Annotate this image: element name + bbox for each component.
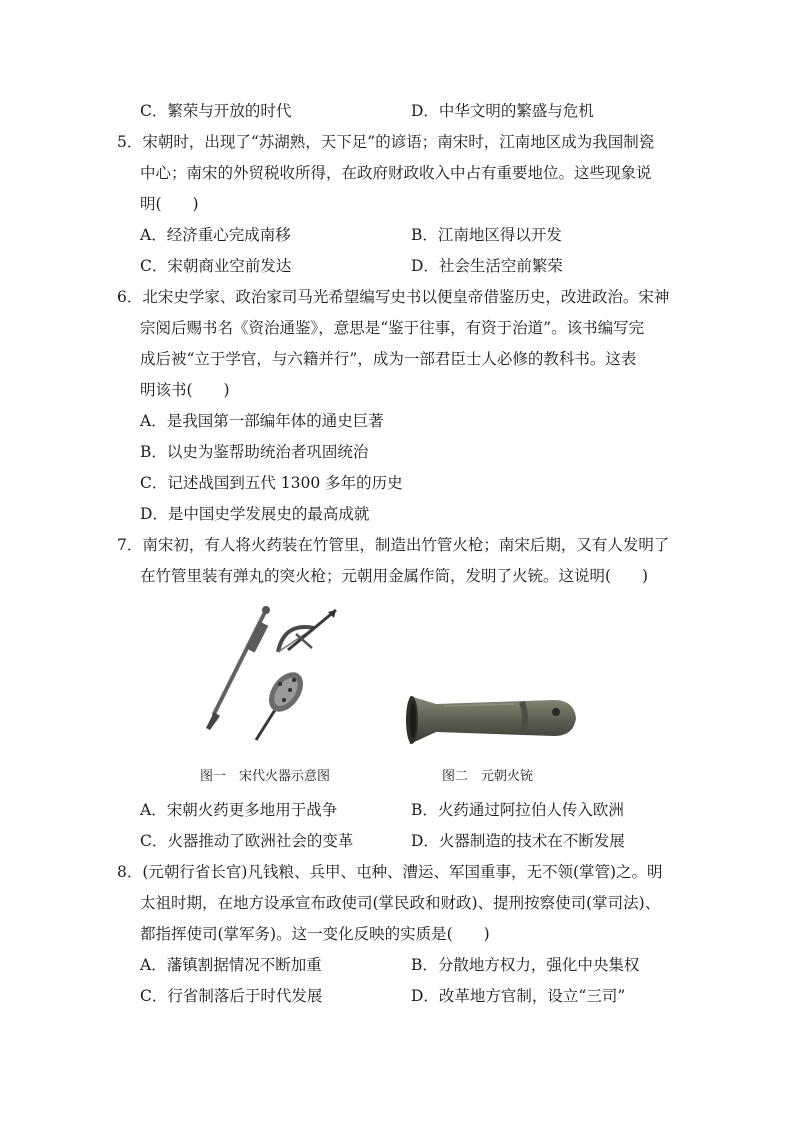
q6-option-d[interactable]: D．是中国史学发展史的最高成就 xyxy=(140,505,370,523)
q5-stem-line3: 明( ) xyxy=(140,195,199,213)
spiked-club-icon xyxy=(256,666,310,740)
q5-option-d[interactable]: D．社会生活空前繁荣 xyxy=(411,257,563,275)
hand-cannon-icon xyxy=(406,696,576,744)
q6-option-c[interactable]: C．记述战国到五代 1300 多年的历史 xyxy=(140,474,403,492)
q5-option-c[interactable]: C．宋朝商业空前发达 xyxy=(140,257,292,275)
q8-option-b[interactable]: B．分散地方权力，强化中央集权 xyxy=(411,956,640,974)
crossbow-icon xyxy=(278,610,336,652)
q7-stem-line1: 7．南宋初，有人将火药装在竹管里，制造出竹管火枪；南宋后期，又有人发明了 xyxy=(117,536,670,554)
q4-option-c[interactable]: C．繁荣与开放的时代 xyxy=(140,102,292,120)
q7-stem-line2: 在竹管里装有弹丸的突火枪；元朝用金属作筒，发明了火铳。这说明( ) xyxy=(140,567,649,585)
figure1-caption: 图一 宋代火器示意图 xyxy=(200,769,331,784)
q8-stem-line1: 8．(元朝行省长官)凡钱粮、兵甲、屯种、漕运、军国重事，无不领(掌管)之。明 xyxy=(117,863,663,881)
song-firearms-illustration xyxy=(196,604,356,754)
figure2-caption: 图二 元朝火铳 xyxy=(442,769,534,784)
q8-option-c[interactable]: C．行省制落后于时代发展 xyxy=(140,987,323,1005)
q5-stem-line2: 中心；南宋的外贸税收所得，在政府财政收入中占有重要地位。这些现象说 xyxy=(140,164,652,182)
q6-option-b[interactable]: B．以史为鉴帮助统治者巩固统治 xyxy=(140,443,369,461)
q4-option-d[interactable]: D．中华文明的繁盛与危机 xyxy=(411,102,594,120)
q8-option-a[interactable]: A．藩镇割据情况不断加重 xyxy=(140,956,322,974)
q8-stem-line2: 太祖时期，在地方设承宣布政使司(掌民政和财政)、提刑按察使司(掌司法)、 xyxy=(140,894,661,912)
q6-stem-line4: 明该书( ) xyxy=(140,381,230,399)
q7-option-b[interactable]: B．火药通过阿拉伯人传入欧洲 xyxy=(411,801,624,819)
q8-option-d[interactable]: D．改革地方官制，设立“三司” xyxy=(411,987,626,1005)
q6-stem-line1: 6．北宋史学家、政治家司马光希望编写史书以便皇帝借鉴历史，改进政治。宋神 xyxy=(117,288,670,306)
q6-stem-line3: 成后被“立于学官，与六籍并行”，成为一部君臣士人必修的教科书。这表 xyxy=(140,350,637,368)
yuan-hand-cannon-illustration xyxy=(404,684,584,754)
fire-lance-icon xyxy=(206,606,270,730)
q5-option-b[interactable]: B．江南地区得以开发 xyxy=(411,226,562,244)
q8-stem-line3: 都指挥使司(掌军务)。这一变化反映的实质是( ) xyxy=(140,925,490,943)
q7-option-a[interactable]: A．宋朝火药更多地用于战争 xyxy=(140,801,338,819)
q5-stem-line1: 5．宋朝时，出现了“苏湖熟，天下足”的谚语；南宋时，江南地区成为我国制瓷 xyxy=(117,133,655,151)
q6-stem-line2: 宗阅后赐书名《资治通鉴》，意思是“鉴于往事，有资于治道”。该书编写完 xyxy=(140,319,645,337)
q5-option-a[interactable]: A．经济重心完成南移 xyxy=(140,226,291,244)
q7-option-c[interactable]: C．火器推动了欧洲社会的变革 xyxy=(140,832,354,850)
q7-option-d[interactable]: D．火器制造的技术在不断发展 xyxy=(411,832,625,850)
q6-option-a[interactable]: A．是我国第一部编年体的通史巨著 xyxy=(140,412,384,430)
